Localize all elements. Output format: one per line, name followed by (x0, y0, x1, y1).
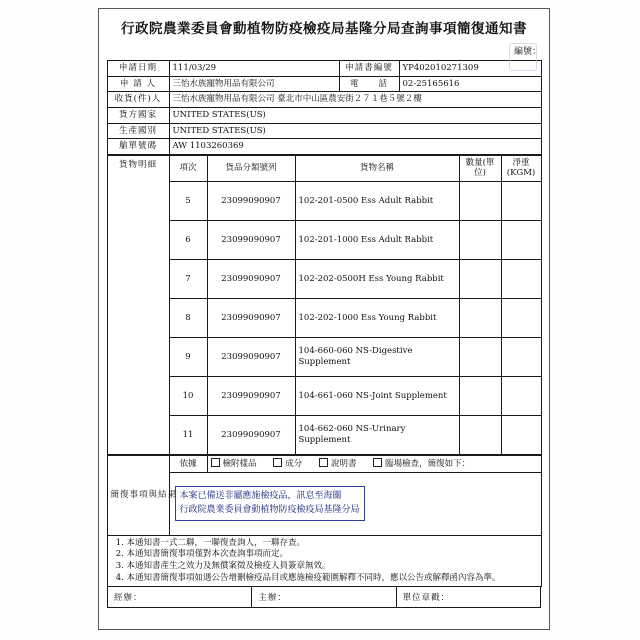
phone-label: 電 話 (339, 76, 399, 92)
cell-code: 23099090907 (207, 182, 295, 221)
row-produce-country (107, 123, 541, 139)
consignee-label: 收貨(件)人 (107, 92, 169, 108)
notes-row (107, 535, 541, 587)
cell-name: 104-662-060 NS-Urinary Supplement (295, 416, 459, 455)
cell-name: 102-201-1000 Ess Adult Rabbit (295, 221, 459, 260)
basis-option-label: 說明書 (330, 459, 357, 469)
checkbox-icon[interactable] (373, 458, 382, 467)
table-row (107, 221, 541, 260)
cell-weight (501, 221, 541, 260)
checkbox-icon[interactable] (319, 458, 328, 467)
list-item: 1. 本通知書一式二聯，一聯復查詢人，一聯存查。 (127, 538, 538, 549)
cell-qty (459, 377, 501, 416)
cell-weight (501, 260, 541, 299)
supervisor-label: 主辦： (251, 587, 396, 607)
goods-detail-label: 貨物明細 (107, 155, 169, 454)
cell-weight (501, 416, 541, 455)
basis-label: 依據 (169, 456, 207, 473)
cell-qty (459, 299, 501, 338)
cell-code: 23099090907 (207, 299, 295, 338)
cell-no: 11 (169, 416, 207, 455)
produce-country-label: 生產國別 (107, 123, 169, 139)
consignee-value: 三怡水族寵物用品有限公司 臺北市中山區農安街２７１巷５號２樓 (169, 92, 541, 108)
col-header-no: 項次 (169, 155, 207, 181)
table-row (107, 260, 541, 299)
clerk-label: 經辦： (114, 593, 143, 604)
origin-country-value: UNITED STATES(US) (169, 107, 541, 123)
table-row (107, 338, 541, 377)
manifest-label: 艙單號碼 (107, 139, 169, 155)
basis-option-sample[interactable] (211, 458, 257, 470)
reply-section (107, 455, 542, 587)
notice-table (107, 60, 542, 155)
cell-name: 102-201-0500 Ess Adult Rabbit (295, 182, 459, 221)
cell-weight (501, 338, 541, 377)
basis-option-ingredient[interactable] (273, 458, 302, 470)
table-row (107, 416, 541, 455)
reply-content (169, 472, 541, 535)
checkbox-icon[interactable] (211, 458, 220, 467)
seal-mark (509, 43, 537, 71)
page-title: 行政院農業委員會動植物防疫檢疫局基隆分局查詢事項簡復通知書 (99, 9, 549, 42)
applicant-value: 三怡水族寵物用品有限公司 (169, 76, 339, 92)
phone-value: 02-25165616 (399, 76, 541, 92)
basis-row (107, 456, 541, 473)
basis-option-label: 檢附樣品 (222, 459, 257, 469)
cell-weight (501, 182, 541, 221)
col-header-weight: 淨重(KGM) (501, 155, 541, 181)
col-header-code: 貨品分類號列 (207, 155, 295, 181)
basis-option-label: 臨場檢查，簡復如下： (385, 459, 471, 469)
cell-code: 23099090907 (207, 260, 295, 299)
cell-no: 6 (169, 221, 207, 260)
cell-code: 23099090907 (207, 338, 295, 377)
checkbox-icon[interactable] (273, 458, 282, 467)
list-item: 2. 本通知書簡復事項僅對本次查詢事項而定。 (127, 549, 538, 560)
row-manifest (107, 139, 541, 155)
origin-country-label: 貨方國家 (107, 107, 169, 123)
reply-line-2: 行政院農業委員會動植物防疫檢疫局基隆分局 (179, 504, 360, 515)
basis-option-onsite[interactable] (373, 458, 470, 470)
cell-name: 104-660-060 NS-Digestive Supplement (295, 338, 459, 377)
reply-content-row (107, 472, 541, 535)
produce-country-value: UNITED STATES(US) (169, 123, 541, 139)
cell-qty (459, 221, 501, 260)
goods-detail-table (107, 155, 542, 455)
cell-qty (459, 260, 501, 299)
apply-no-label: 申請書編號 (339, 61, 399, 77)
list-item: 4. 本通知書簡復事項如遇公告增刪檢疫品目或應施檢疫範圍解釋不同時，應以公告或解釋函內容為準。 (127, 573, 538, 584)
cell-name: 104-661-060 NS-Joint Supplement (295, 377, 459, 416)
cell-name: 102-202-0500H Ess Young Rabbit (295, 260, 459, 299)
basis-options (207, 456, 541, 473)
cell-no: 8 (169, 299, 207, 338)
applicant-label: 申 請 人 (107, 76, 169, 92)
row-consignee (107, 92, 541, 108)
cell-no: 5 (169, 182, 207, 221)
cell-weight (501, 377, 541, 416)
cell-qty (459, 338, 501, 377)
cell-weight (501, 299, 541, 338)
row-applicant (107, 76, 541, 92)
cell-code: 23099090907 (207, 377, 295, 416)
reply-line-1: 本案已備送非屬應施檢疫品，訊息至海關 (179, 491, 342, 502)
basis-option-manual[interactable] (319, 458, 357, 470)
reply-stamp-box (175, 486, 365, 521)
cell-no: 7 (169, 260, 207, 299)
manifest-value: AW 1103260369 (169, 139, 541, 155)
apply-date-label: 申請日期 (107, 61, 169, 77)
basis-option-label: 成分 (285, 459, 303, 469)
notice-page (98, 8, 550, 630)
row-origin-country (107, 107, 541, 123)
apply-date-value: 111/03/29 (169, 61, 339, 77)
cell-code: 23099090907 (207, 416, 295, 455)
reply-label: 簡復事項與結果 (107, 456, 169, 536)
col-header-name: 貨物名稱 (295, 155, 459, 181)
list-item: 3. 本通知書產生之效力及無償案徵及檢疫人員簽章無效。 (127, 561, 538, 572)
notes-list (111, 538, 538, 584)
cell-qty (459, 416, 501, 455)
unit-stamp-label: 單位章戳： (402, 593, 451, 604)
cell-qty (459, 182, 501, 221)
table-row (107, 377, 541, 416)
footer-signatures (107, 587, 541, 608)
cell-no: 9 (169, 338, 207, 377)
doc-number-label: 編號： (513, 47, 541, 57)
apply-no-value: YP402010271309 (399, 61, 541, 77)
row-apply-date (107, 61, 541, 77)
cell-code: 23099090907 (207, 221, 295, 260)
col-header-qty: 數量(單位) (459, 155, 501, 181)
table-row (107, 299, 541, 338)
notes-block (107, 535, 541, 587)
goods-detail-header (107, 155, 541, 181)
cell-no: 10 (169, 377, 207, 416)
cell-name: 102-202-1000 Ess Young Rabbit (295, 299, 459, 338)
doc-number (99, 42, 549, 60)
table-row (107, 182, 541, 221)
